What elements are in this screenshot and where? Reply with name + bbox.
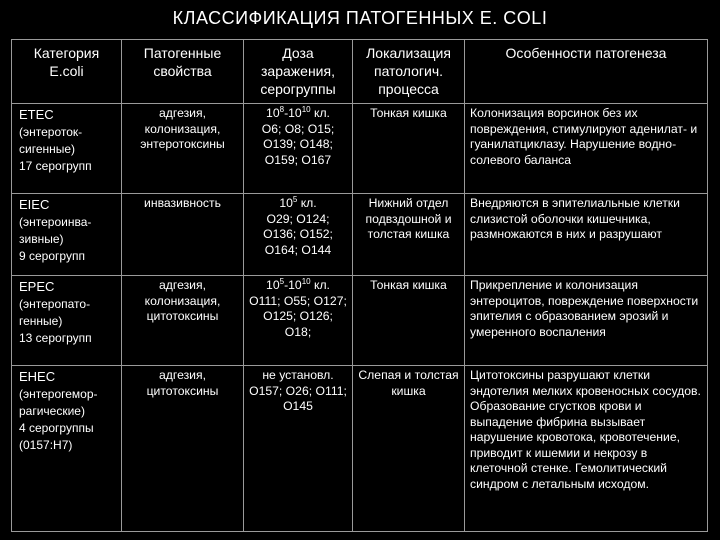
location-cell: Слепая и толстая кишка [353,366,465,532]
dose-value: не установл. [262,368,334,382]
dose-serogroups: O111; O55; O127; O125; O126; O18; [249,293,347,339]
classification-table [11,39,708,532]
category-name-line: (энтероинва- [19,215,92,229]
dose-cell [244,194,353,276]
table-row [12,276,708,366]
dose-cell [244,366,353,532]
header-properties: Патогенные свойства [122,40,244,104]
category-extra: (0157:H7) [19,438,73,452]
category-name-line: (энтероток- [19,125,83,139]
header-row [12,40,708,104]
table-row [12,366,708,532]
dose-value: $10^5$ кл. [279,194,317,210]
dose-serogroups: O29; O124; O136; O152; O164; O144 [263,211,333,257]
features-cell: Внедряются в эпителиальные клетки слизистой оболочки кишечника, размножаются в них и разрушают [465,194,708,276]
properties-cell: адгезия, колонизация, энтеротоксины [122,104,244,194]
category-abbr: ETEC [19,107,54,122]
category-name-line: сигенные) [19,142,76,156]
header-location: Локализация патологич. процесса [353,40,465,104]
category-name-line: генные) [19,314,63,328]
category-abbr: EHEC [19,369,56,384]
category-abbr: EIEC [19,197,50,212]
table-row [12,194,708,276]
properties-cell: адгезия, цитотоксины [122,366,244,532]
category-abbr: EPEC [19,279,55,294]
location-cell: Тонкая кишка [353,276,465,366]
header-features: Особенности патогенеза [465,40,708,104]
dose-serogroups: O157; O26; O111; O145 [249,383,347,413]
header-dose: Доза заражения, серогруппы [244,40,353,104]
properties-cell: адгезия, колонизация, цитотоксины [122,276,244,366]
category-cell [12,366,122,532]
dose-value: $10^8-10^{10}$ кл. [266,104,330,120]
location-cell: Тонкая кишка [353,104,465,194]
category-name-line: (энтерогемор- [19,387,98,401]
dose-cell [244,104,353,194]
category-cell [12,194,122,276]
dose-cell [244,276,353,366]
location-cell: Нижний отдел подвздошной и толстая кишка [353,194,465,276]
dose-value: $10^5-10^{10}$ кл. [266,276,330,292]
category-name-line: зивные) [19,232,64,246]
page-title: КЛАССИФИКАЦИЯ ПАТОГЕННЫХ E. COLI [172,8,548,28]
category-cell [12,276,122,366]
category-serogroups: 4 серогруппы [19,421,94,435]
features-cell: Прикрепление и колонизация энтероцитов, повреждение поверхности эпителия с образованием эрозий и умеренного воспаления [465,276,708,366]
category-cell [12,104,122,194]
category-name-line: (энтеропато- [19,297,91,311]
dose-serogroups: O6; O8; O15; O139; O148; O159; O167 [261,121,335,167]
table-row [12,104,708,194]
category-serogroups: 9 серогрупп [19,249,85,263]
header-category: Категория E.coli [12,40,122,104]
category-serogroups: 13 серогрупп [19,331,92,345]
category-name-line: рагические) [19,404,85,418]
features-cell: Колонизация ворсинок без их повреждения, стимулируют аденилат- и гуанилатциклазу. Нарушение водно-солевого баланса [465,104,708,194]
features-cell: Цитотоксины разрушают клетки эндотелия мелких кровеносных сосудов. Образование сгустков крови и выпадение фибрина вызывает нарушение кровотока, кровотечение, приводит к ишемии и некрозу в клеточной стенке. Гемолитический синдром с летальным исходом. [465,366,708,532]
category-serogroups: 17 серогрупп [19,159,92,173]
properties-cell: инвазивность [122,194,244,276]
